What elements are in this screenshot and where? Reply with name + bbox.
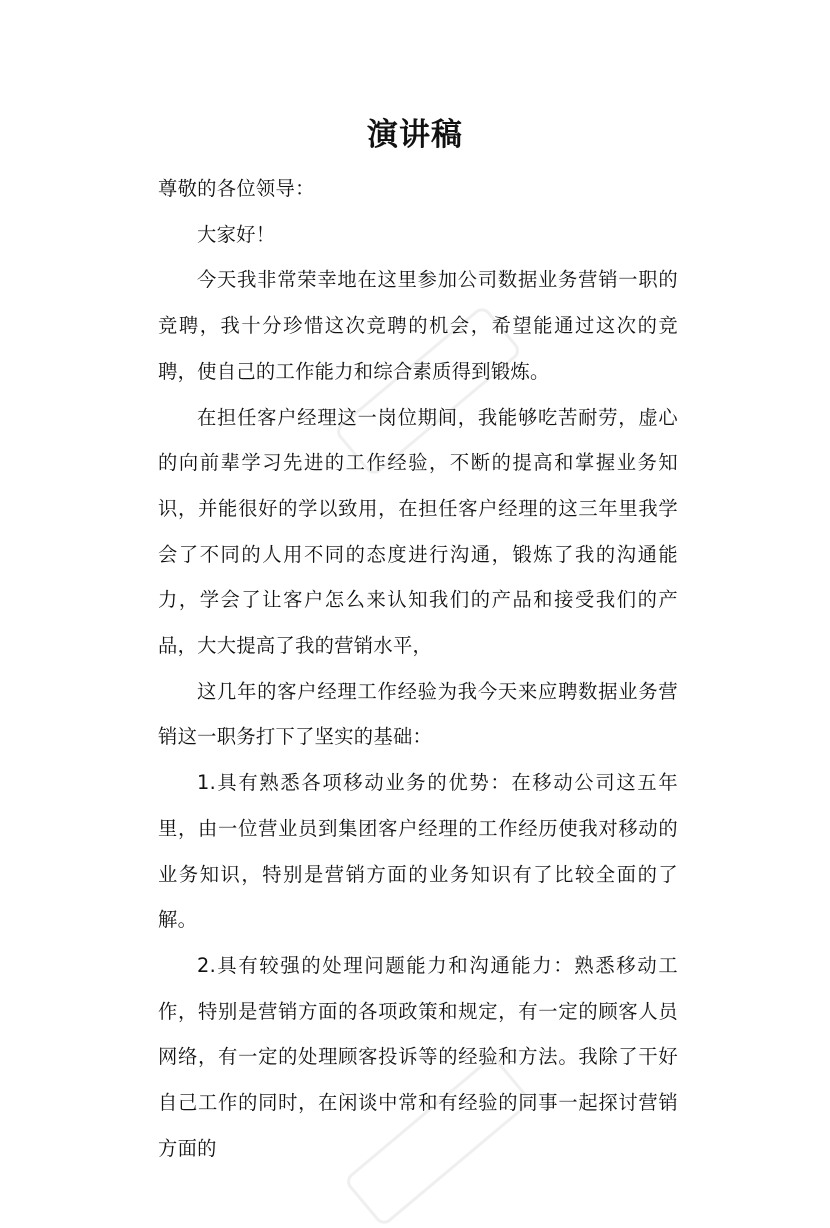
greeting: 大家好！ [197,222,276,246]
list-item-1: 1.具有熟悉各项移动业务的优势：在移动公司这五年里，由一位营业员到集团客户经理的工作经历使我对移动的业务知识，特别是营销方面的业务知识有了比较全面的了解。 [158,771,678,932]
document-body [158,166,678,1171]
salutation: 尊敬的各位领导： [158,177,315,200]
list-item-2: 2.具有较强的处理问题能力和沟通能力：熟悉移动工作，特别是营销方面的各项政策和规定，有一定的顾客人员网络，有一定的处理顾客投诉等的经验和方法。我除了干好自己工作的同时，在闲谈中常和有经验的同事一起探讨营销方面的 [158,953,678,1160]
paragraph: 这几年的客户经理工作经验为我今天来应聘数据业务营销这一职务打下了坚实的基础： [158,679,678,749]
paragraph: 在担任客户经理这一岗位期间，我能够吃苦耐劳，虚心的向前辈学习先进的工作经验，不断的提高和掌握业务知识，并能很好的学以致用，在担任客户经理的这三年里我学会了不同的人用不同的态度进行沟通，锻炼了我的沟通能力，学会了让客户怎么来认知我们的产品和接受我们的产品，大大提高了我的营销水平， [158,405,678,658]
paragraph: 今天我非常荣幸地在这里参加公司数据业务营销一职的竞聘，我十分珍惜这次竞聘的机会，希望能通过这次的竞聘，使自己的工作能力和综合素质得到锻炼。 [158,268,678,383]
document-title: 演讲稿 [367,117,463,153]
